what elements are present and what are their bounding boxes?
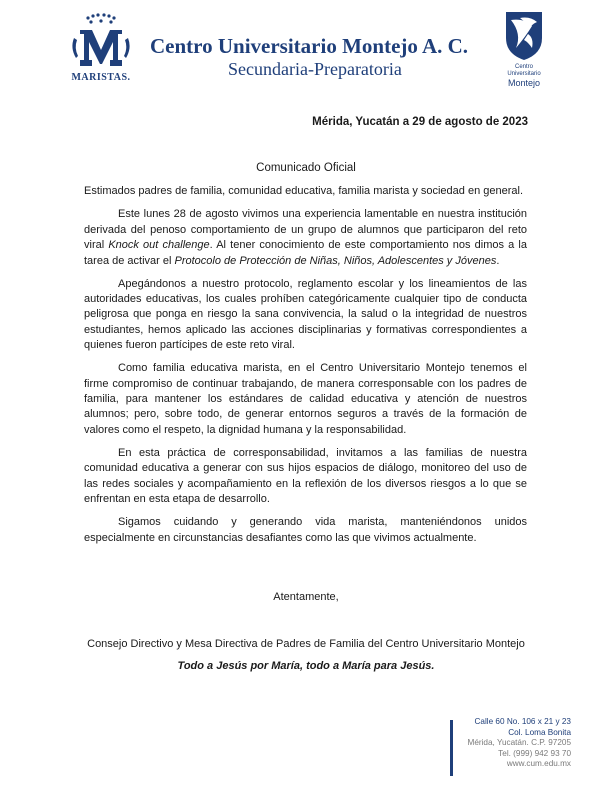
- cum-shield-icon: [502, 8, 546, 62]
- address-colony: Col. Loma Bonita: [508, 727, 571, 737]
- institution-name: Centro Universitario Montejo A. C.: [150, 34, 469, 58]
- institution-subtitle: Secundaria-Preparatoria: [228, 59, 402, 79]
- cum-logo-caption: Centro Universitario: [507, 64, 541, 77]
- paragraph-1-text-b: . Al tener conocimiento de este comportamiento nos dimos a la tarea de activar el: [84, 239, 527, 267]
- institution-title-block: [150, 34, 490, 80]
- letter-heading: Comunicado Oficial: [256, 162, 356, 174]
- address-city: Mérida, Yucatán. C.P. 97205: [467, 738, 571, 748]
- paragraph-1: [84, 207, 527, 269]
- marist-motto: Todo a Jesús por María, todo a María para Jesús.: [177, 660, 435, 672]
- address-street: Calle 60 No. 106 x 21 y 23: [474, 717, 571, 726]
- paragraph-3: Como familia educativa marista, en el Centro Universitario Montejo tenemos el firme compromiso de continuar trabajando, de manera corresponsable con los padres de familia, para mantener los estándares de calidad educativa y atención de nuestros alumnos; pero, sobre todo, de generar entornos seguros a través de la formación de valores como el respeto, la dignidad humana y la responsabilidad.: [84, 362, 527, 436]
- address-website: www.cum.edu.mx: [506, 759, 571, 769]
- cum-logo-wordmark: Montejo: [507, 78, 541, 88]
- letter-body: [84, 184, 527, 554]
- challenge-name: Knock out challenge: [108, 239, 210, 252]
- protocol-name: Protocolo de Protección de Niñas, Niños, Adolescentes y Jóvenes: [174, 254, 497, 267]
- letter-greeting: Estimados padres de familia, comunidad educativa, familia marista y sociedad en general.: [84, 185, 524, 197]
- paragraph-1-text-c: .: [496, 254, 500, 267]
- paragraph-4: En esta práctica de corresponsabilidad, invitamos a las familias de nuestra comunidad educativa a generar con sus hijos espacios de diálogo, monitoreo del uso de las redes sociales y acompañamiento en la reflexión de los diversos riesgos a lo que se enfrentan en esta etapa de desarrollo.: [84, 446, 527, 506]
- footer-accent-bar: [450, 720, 453, 776]
- letter-signature: Consejo Directivo y Mesa Directiva de Padres de Familia del Centro Universitario Montejo: [87, 638, 525, 650]
- maristas-monogram-icon: [66, 10, 136, 70]
- paragraph-5: Sigamos cuidando y generando vida marista, manteniéndonos unidos especialmente en circunstancias desafiantes como las que vivimos actualmente.: [84, 516, 527, 544]
- cum-logo: [498, 8, 550, 88]
- address-phone: Tel. (999) 942 93 70: [498, 748, 571, 758]
- letter-date: Mérida, Yucatán a 29 de agosto de 2023: [312, 116, 528, 128]
- maristas-label: MARISTAS.: [71, 72, 131, 83]
- paragraph-1-text-a: Este lunes 28 de agosto vivimos una experiencia lamentable en nuestra institución derivada del penoso comportamiento de un grupo de alumnos que participaron del reto viral: [84, 208, 527, 252]
- letter-closing: Atentamente,: [273, 591, 339, 603]
- footer-address: [468, 717, 571, 770]
- paragraph-2: Apegándonos a nuestro protocolo, reglamento escolar y los lineamientos de las autoridades educativas, los cuales prohíben categóricamente cualquier tipo de conducta peligrosa que ponga en riesgo la sana convivencia, la salud o la integridad de nuestros estudiantes, hemos aplicado las acciones disciplinarias y formativas correspondientes a quienes fueron partícipes de este reto viral.: [84, 277, 527, 352]
- letterhead: [0, 0, 612, 100]
- maristas-logo: [66, 10, 136, 82]
